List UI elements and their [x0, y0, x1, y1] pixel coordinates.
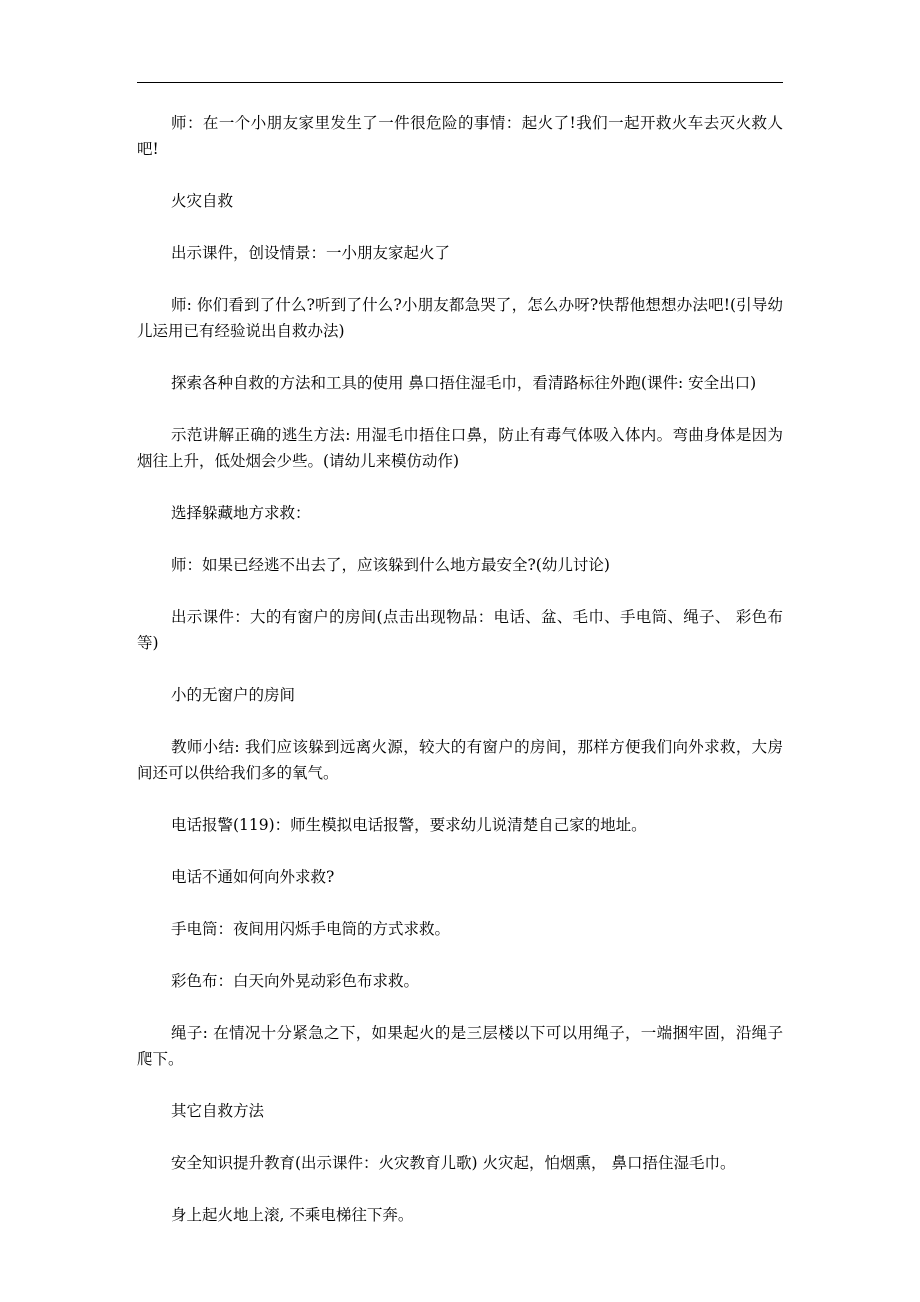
header-rule — [137, 82, 783, 83]
paragraph: 电话报警(119)：师生模拟电话报警，要求幼儿说清楚自己家的地址。 — [171, 816, 647, 834]
section-heading: 火灾自救 — [171, 192, 234, 210]
paragraph: 探索各种自救的方法和工具的使用 鼻口捂住湿毛巾，看清路标往外跑(课件: 安全出口) — [171, 374, 757, 392]
paragraph: 师：在一个小朋友家里发生了一件很危险的事情：起火了!我们一起开救火车去灭火救人吧! — [137, 114, 783, 158]
paragraph: 出示课件，创设情景：一小朋友家起火了 — [171, 244, 451, 262]
paragraph: 师：如果已经逃不出去了，应该躲到什么地方最安全?(幼儿讨论) — [171, 556, 610, 574]
document-body — [137, 110, 783, 1228]
section-heading: 其它自救方法 — [171, 1102, 265, 1120]
paragraph: 教师小结: 我们应该躲到远离火源，较大的有窗户的房间，那样方便我们向外求救，大房间还可以供给我们多的氧气。 — [137, 738, 783, 782]
paragraph: 彩色布：白天向外晃动彩色布求救。 — [171, 972, 420, 990]
paragraph: 身上起火地上滚, 不乘电梯往下奔。 — [171, 1206, 414, 1224]
paragraph: 手电筒：夜间用闪烁手电筒的方式求救。 — [171, 920, 451, 938]
paragraph: 电话不通如何向外求救? — [171, 868, 335, 886]
paragraph: 选择躲藏地方求救： — [171, 504, 311, 522]
paragraph: 示范讲解正确的逃生方法: 用湿毛巾捂住口鼻，防止有毒气体吸入体内。弯曲身体是因为烟往上升，低处烟会少些。(请幼儿来模仿动作) — [137, 426, 783, 470]
paragraph: 师: 你们看到了什么?听到了什么?小朋友都急哭了，怎么办呀?快帮他想想办法吧!(引导幼儿运用已有经验说出自救办法) — [137, 296, 783, 340]
paragraph: 绳子: 在情况十分紧急之下，如果起火的是三层楼以下可以用绳子，一端捆牢固，沿绳子爬下。 — [137, 1024, 783, 1068]
paragraph: 出示课件：大的有窗户的房间(点击出现物品：电话、盆、毛巾、手电筒、绳子、 彩色布等) — [137, 608, 783, 652]
paragraph: 安全知识提升教育(出示课件：火灾教育儿歌) 火灾起，怕烟熏， 鼻口捂住湿毛巾。 — [171, 1154, 736, 1172]
paragraph: 小的无窗户的房间 — [171, 686, 296, 704]
